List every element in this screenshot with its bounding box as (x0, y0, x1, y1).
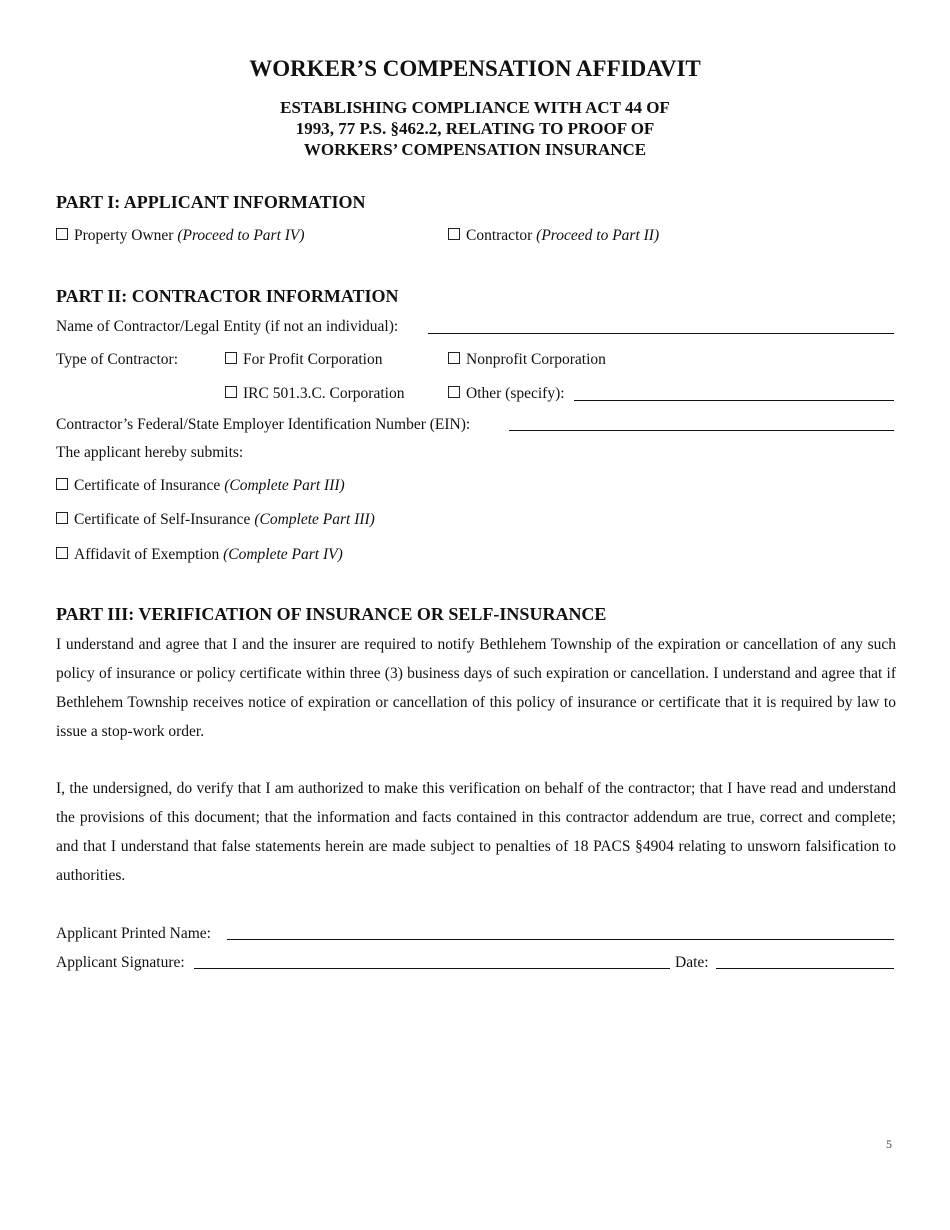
for-profit-checkbox[interactable] (225, 352, 237, 364)
other-option[interactable] (448, 385, 565, 403)
property-owner-option[interactable] (56, 227, 305, 245)
cert-insurance-option[interactable] (56, 477, 345, 495)
printed-name-label: Applicant Printed Name: (56, 925, 211, 942)
affidavit-note: (Complete Part IV) (223, 546, 343, 563)
contractor-option[interactable] (448, 227, 659, 245)
signature-label: Applicant Signature: (56, 954, 185, 971)
subtitle-line-1: ESTABLISHING COMPLIANCE WITH ACT 44 OF (280, 98, 670, 117)
cert-self-note: (Complete Part III) (254, 511, 375, 528)
printed-name-field[interactable] (227, 939, 894, 940)
affidavit-label: Affidavit of Exemption (74, 546, 220, 563)
verification-paragraph-2: I, the undersigned, do verify that I am authorized to make this verification on behalf of the contractor; that I have read and understand the provisions of this document; that the information and facts contained in this contractor addendum are true, correct and complete; and that I understand that false statements herein are made subject to penalties of 18 PACS §4904 relating to unsworn falsification to authorities. (56, 780, 896, 884)
irc-option[interactable] (225, 385, 404, 403)
property-owner-label: Property Owner (74, 227, 174, 244)
contractor-name-label: Name of Contractor/Legal Entity (if not an individual): (56, 318, 399, 335)
nonprofit-option[interactable] (448, 351, 606, 369)
for-profit-label: For Profit Corporation (243, 351, 383, 368)
other-specify-field[interactable] (574, 400, 894, 401)
ein-label: Contractor’s Federal/State Employer Identification Number (EIN): (56, 416, 471, 433)
contractor-note: (Proceed to Part II) (536, 227, 660, 244)
affidavit-checkbox[interactable] (56, 547, 68, 559)
contractor-type-label: Type of Contractor: (56, 351, 179, 368)
part3-heading: PART III: VERIFICATION OF INSURANCE OR SELF-INSURANCE (56, 604, 607, 624)
verification-paragraph-1: I understand and agree that I and the insurer are required to notify Bethlehem Township of the expiration or cancellation of any such policy of insurance or policy certificate within three (3) business days of such expiration or cancellation. I understand and agree that if Bethlehem Township receives notice of expiration or cancellation of this policy of insurance or certificate that it is required by law to issue a stop-work order. (56, 636, 896, 740)
contractor-name-field[interactable] (428, 333, 894, 334)
for-profit-option[interactable] (225, 351, 383, 369)
subtitle-line-3: WORKERS’ COMPENSATION INSURANCE (303, 140, 647, 159)
other-label: Other (specify): (466, 385, 565, 402)
contractor-checkbox[interactable] (448, 228, 460, 240)
signature-field[interactable] (194, 968, 670, 969)
part2-heading: PART II: CONTRACTOR INFORMATION (56, 286, 399, 306)
cert-self-checkbox[interactable] (56, 512, 68, 524)
contractor-label: Contractor (466, 227, 533, 244)
cert-self-option[interactable] (56, 511, 375, 529)
property-owner-note: (Proceed to Part IV) (177, 227, 305, 244)
irc-checkbox[interactable] (225, 386, 237, 398)
cert-self-label: Certificate of Self-Insurance (74, 511, 251, 528)
document-title: WORKER’S COMPENSATION AFFIDAVIT (249, 56, 701, 81)
part1-heading: PART I: APPLICANT INFORMATION (56, 192, 366, 212)
date-field[interactable] (716, 968, 894, 969)
nonprofit-label: Nonprofit Corporation (466, 351, 606, 368)
date-label: Date: (675, 954, 709, 971)
page-number: 5 (886, 1137, 892, 1151)
other-checkbox[interactable] (448, 386, 460, 398)
cert-insurance-label: Certificate of Insurance (74, 477, 221, 494)
ein-field[interactable] (509, 430, 894, 431)
cert-insurance-note: (Complete Part III) (224, 477, 345, 494)
nonprofit-checkbox[interactable] (448, 352, 460, 364)
cert-insurance-checkbox[interactable] (56, 478, 68, 490)
affidavit-option[interactable] (56, 546, 343, 564)
submits-label: The applicant hereby submits: (56, 444, 244, 461)
property-owner-checkbox[interactable] (56, 228, 68, 240)
irc-label: IRC 501.3.C. Corporation (243, 385, 405, 402)
subtitle-line-2: 1993, 77 P.S. §462.2, RELATING TO PROOF OF (295, 119, 655, 138)
